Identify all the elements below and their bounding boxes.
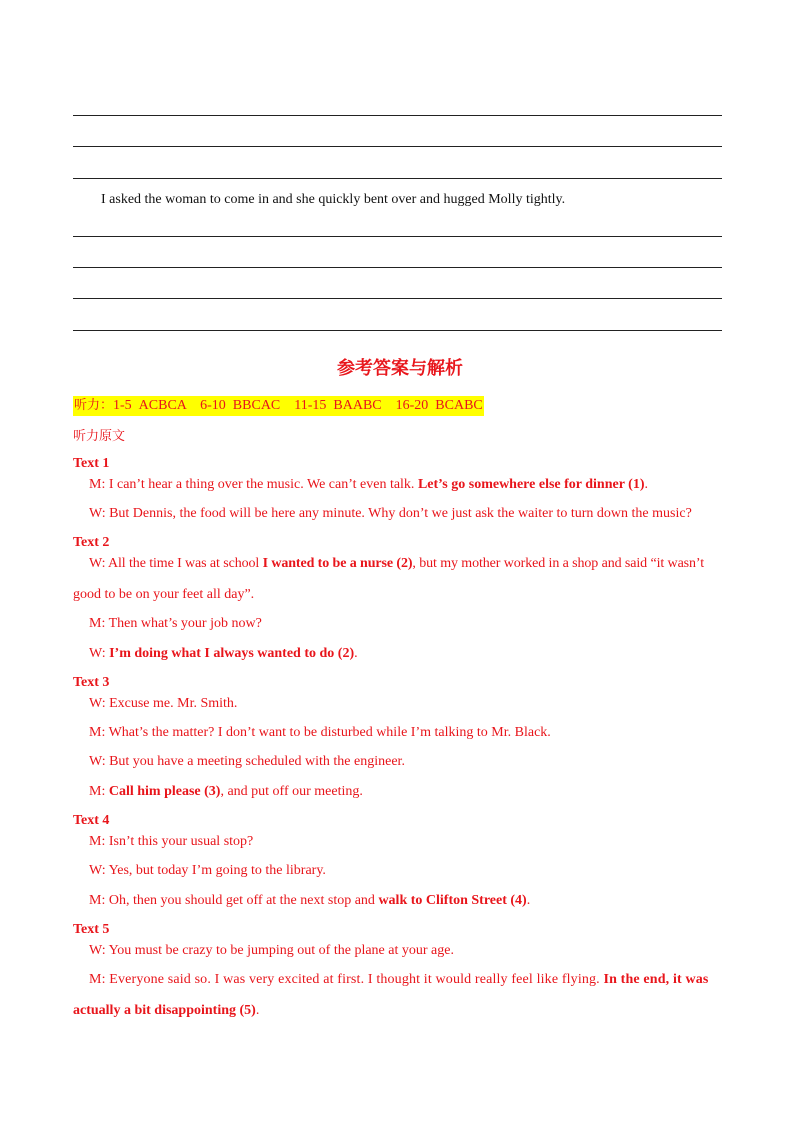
text3-line4-c: , and put off our meeting. [220,784,363,799]
text2-line1-a: W: All the time I was at school [89,556,263,571]
writing-line-7 [73,330,722,331]
text3-line4-a: M: [89,784,109,799]
text4-line2: W: Yes, but today I’m going to the library. [89,863,326,878]
answer-prefix: 听力： [74,398,114,413]
answer-key-values: 1-5 ACBCA 6-10 BBCAC 11-15 BAABC 16-20 BCABC [113,398,483,413]
writing-line-3 [73,178,722,179]
text2-line1-cont: good to be on your feet all day”. [73,587,255,602]
text4-label: Text 4 [73,813,110,828]
text5-line2-cont [73,1003,259,1019]
text2-answer-1: I wanted to be a nurse (2) [262,556,413,571]
text1-line1-a: M: I can’t hear a thing over the music. We can’t even talk. [89,477,418,492]
text5-line2 [89,972,708,988]
writing-line-6 [73,298,722,299]
text1-line1-c: . [644,477,648,492]
text4-answer: walk to Clifton Street (4) [378,893,527,908]
text5-label: Text 5 [73,922,110,937]
text5-line2-a: M: Everyone said so. I was very excited at first. I thought it would really feel like flying. [89,972,604,987]
text3-line2: M: What’s the matter? I don’t want to be disturbed while I’m talking to Mr. Black. [89,725,551,740]
text3-label: Text 3 [73,675,110,690]
text1-line1 [89,477,648,493]
text2-line3-a: W: [89,646,110,661]
text2-line2: M: Then what’s your job now? [89,616,262,631]
text2-line1 [89,556,704,572]
text3-line4 [89,784,363,800]
text2-line3 [89,646,358,662]
writing-line-1 [73,115,722,116]
text4-line3 [89,893,530,909]
text2-line3-c: . [354,646,358,661]
text4-line1: M: Isn’t this your usual stop? [89,834,254,849]
text5-answer-part1: In the end, it was [603,972,709,987]
text1-label: Text 1 [73,456,110,471]
transcript-label: 听力原文 [73,429,126,444]
text3-line1: W: Excuse me. Mr. Smith. [89,696,238,711]
writing-line-5 [73,267,722,268]
text2-label: Text 2 [73,535,110,550]
text1-answer: Let’s go somewhere else for dinner (1) [417,477,645,492]
text1-line2: W: But Dennis, the food will be here any minute. Why don’t we just ask the waiter to turn down the music? [89,506,692,521]
text4-line3-c: . [526,893,531,908]
text2-line1-c: , but my mother worked in a shop and said “it wasn’t [412,556,705,571]
text5-line2-d: . [255,1003,260,1018]
answer-key [73,396,484,416]
text3-line3: W: But you have a meeting scheduled with the engineer. [89,754,405,769]
text5-line1: W: You must be crazy to be jumping out of the plane at your age. [89,943,454,958]
text5-answer-part2: actually a bit disappointing (5) [73,1003,256,1018]
text2-answer-2: I’m doing what I always wanted to do (2) [109,646,355,661]
text4-line3-a: M: Oh, then you should get off at the next stop and [89,893,379,908]
essay-prompt: I asked the woman to come in and she quickly bent over and hugged Molly tightly. [101,192,566,207]
section-title: 参考答案与解析 [337,358,463,379]
writing-line-2 [73,146,722,147]
writing-line-4 [73,236,722,237]
text3-answer: Call him please (3) [108,784,221,799]
